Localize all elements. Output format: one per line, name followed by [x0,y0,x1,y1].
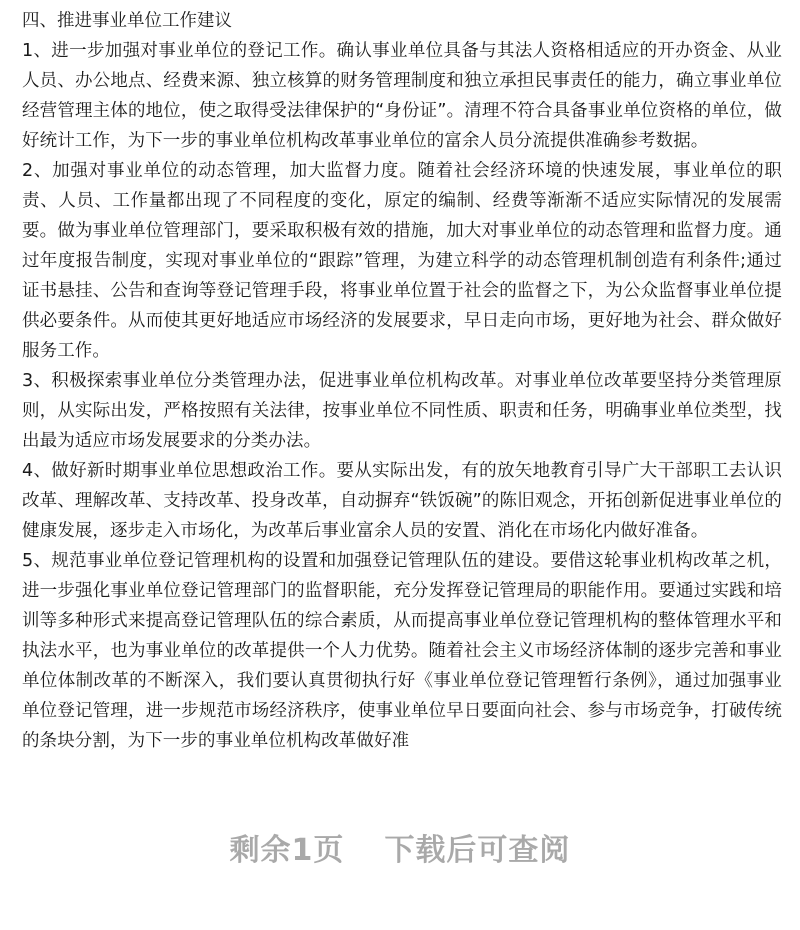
document-body [22,6,782,756]
paragraph-5: 5、规范事业单位登记管理机构的设置和加强登记管理队伍的建设。要借这轮事业机构改革之机，进一步强化事业单位登记管理部门的监督职能，充分发挥登记管理局的职能作用。要通过实践和培训等多种形式来提高登记管理队伍的综合素质，从而提高事业单位登记管理机构的整体管理水平和执法水平，也为事业单位的改革提供一个人力优势。随着社会主义市场经济体制的逐步完善和事业单位体制改革的不断深入，我们要认真贯彻执行好《事业单位登记管理暂行条例》，通过加强事业单位登记管理，进一步规范市场经济秩序，使事业单位早日要面向社会、参与市场竞争，打破传统的条块分割，为下一步的事业单位机构改革做好准 [22,551,782,751]
paragraph-4: 4、做好新时期事业单位思想政治工作。要从实际出发，有的放矢地教育引导广大干部职工去认识改革、理解改革、支持改革、投身改革，自动摒弃“铁饭碗”的陈旧观念，开拓创新促进事业单位的健康发展，逐步走入市场化，为改革后事业富余人员的安置、消化在市场化内做好准备。 [22,461,782,541]
content-fade [0,770,800,830]
remaining-pages-banner[interactable] [0,826,800,876]
download-to-view-label: 下载后可查阅 [384,833,571,868]
section-heading: 四、推进事业单位工作建议 [22,11,232,31]
paragraph-2: 2、加强对事业单位的动态管理，加大监督力度。随着社会经济环境的快速发展，事业单位的职责、人员、工作量都出现了不同程度的变化，原定的编制、经费等渐渐不适应实际情况的发展需要。做为事业单位管理部门，要采取积极有效的措施，加大对事业单位的动态管理和监督力度。通过年度报告制度，实现对事业单位的“跟踪”管理，为建立科学的动态管理机制创造有利条件;通过证书悬挂、公告和查询等登记管理手段，将事业单位置于社会的监督之下，为公众监督事业单位提供必要条件。从而使其更好地适应市场经济的发展要求，早日走向市场，更好地为社会、群众做好服务工作。 [22,161,782,361]
paragraph-3: 3、积极探索事业单位分类管理办法，促进事业单位机构改革。对事业单位改革要坚持分类管理原则，从实际出发，严格按照有关法律，按事业单位不同性质、职责和任务，明确事业单位类型，找出最为适应市场发展要求的分类办法。 [22,371,782,451]
paragraph-1: 1、进一步加强对事业单位的登记工作。确认事业单位具备与其法人资格相适应的开办资金、从业人员、办公地点、经费来源、独立核算的财务管理制度和独立承担民事责任的能力，确立事业单位经营管理主体的地位，使之取得受法律保护的“身份证”。清理不符合具备事业单位资格的单位，做好统计工作，为下一步的事业单位机构改革事业单位的富余人员分流提供准确参考数据。 [22,41,782,151]
remaining-pages-label: 剩余1页 [229,833,345,868]
